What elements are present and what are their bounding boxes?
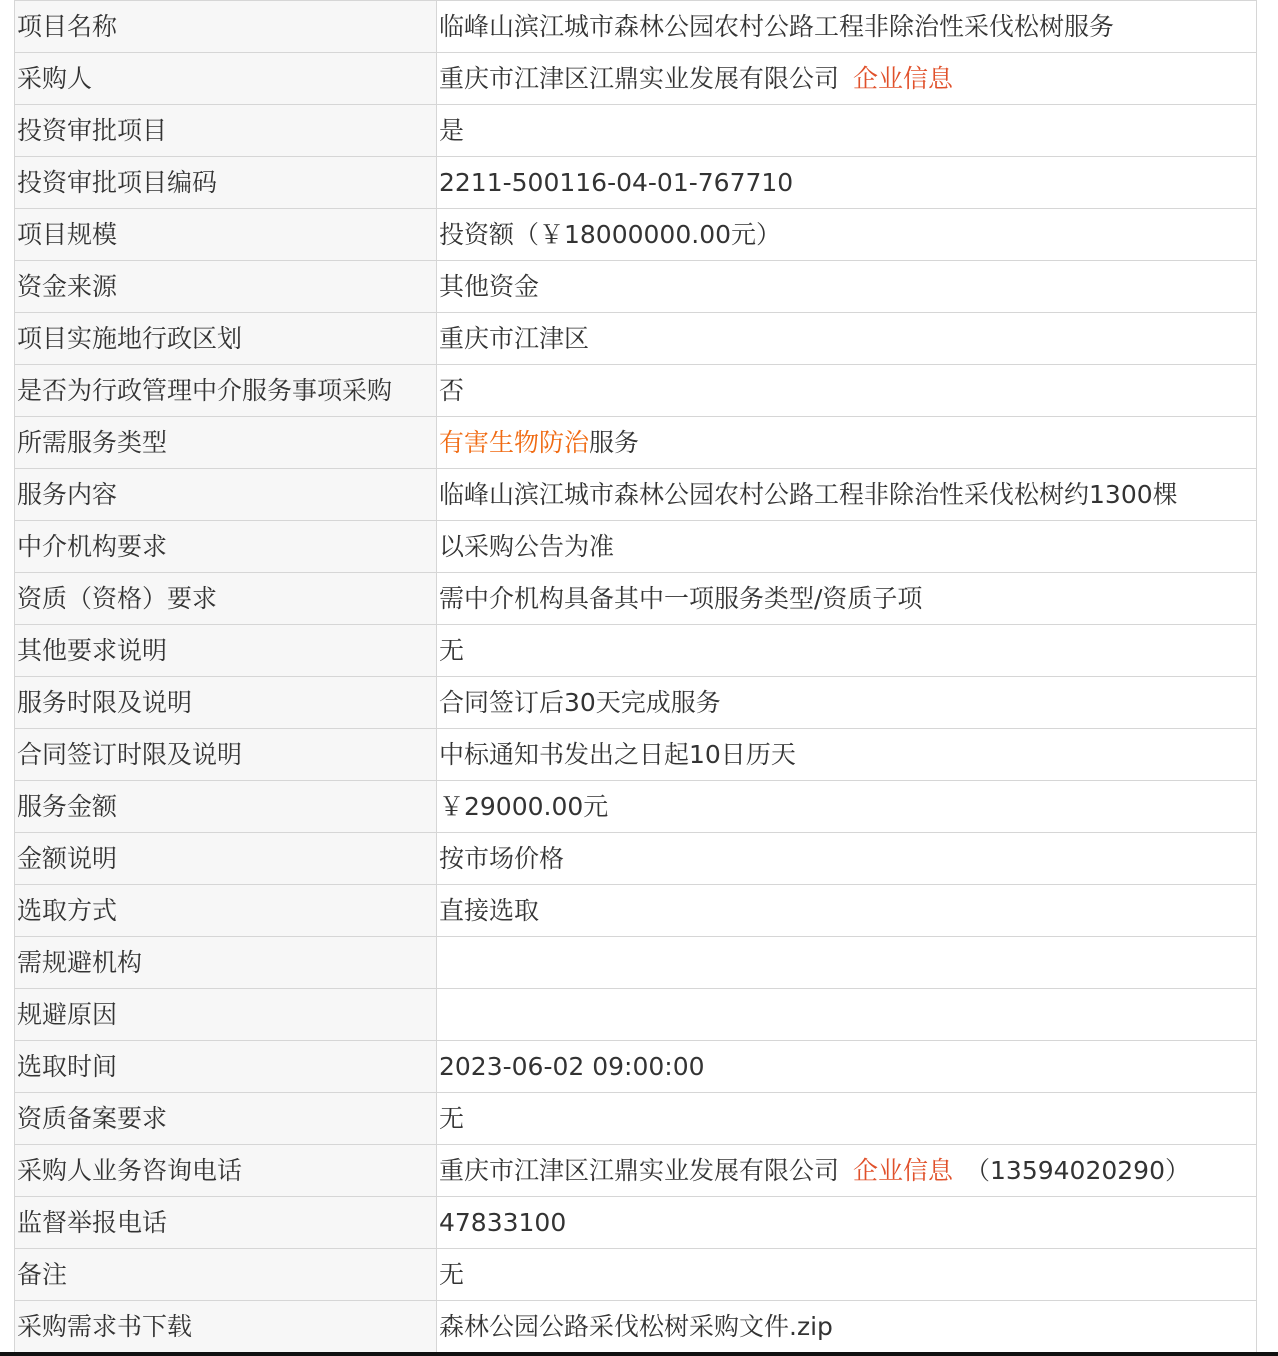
row-admin-intermediary — [15, 365, 1257, 417]
label-investment-approval: 投资审批项目 — [15, 105, 437, 157]
row-remarks — [15, 1249, 1257, 1301]
row-qualification — [15, 573, 1257, 625]
purchaser-company-info-link[interactable]: 企业信息 — [853, 64, 954, 93]
label-service-type: 所需服务类型 — [15, 417, 437, 469]
value-avoid-reason — [437, 989, 1257, 1041]
value-qualification-filing: 无 — [437, 1093, 1257, 1145]
label-project-name: 项目名称 — [15, 1, 437, 53]
row-purchaser — [15, 53, 1257, 105]
value-amount-note: 按市场价格 — [437, 833, 1257, 885]
label-admin-region: 项目实施地行政区划 — [15, 313, 437, 365]
value-service-content: 临峰山滨江城市森林公园农村公路工程非除治性采伐松树约1300棵 — [437, 469, 1257, 521]
label-other-requirements: 其他要求说明 — [15, 625, 437, 677]
consult-company-info-link[interactable]: 企业信息 — [853, 1156, 954, 1185]
value-investment-approval: 是 — [437, 105, 1257, 157]
label-avoid-agencies: 需规避机构 — [15, 937, 437, 989]
value-approval-code: 2211-500116-04-01-767710 — [437, 157, 1257, 209]
row-service-content — [15, 469, 1257, 521]
value-purchaser: 重庆市江津区江鼎实业发展有限公司 — [439, 64, 840, 93]
label-supervision-phone: 监督举报电话 — [15, 1197, 437, 1249]
label-qualification: 资质（资格）要求 — [15, 573, 437, 625]
row-amount-note — [15, 833, 1257, 885]
row-fund-source — [15, 261, 1257, 313]
label-remarks: 备注 — [15, 1249, 437, 1301]
label-consult-phone: 采购人业务咨询电话 — [15, 1145, 437, 1197]
row-agency-requirement — [15, 521, 1257, 573]
value-requirement-download-cell — [437, 1301, 1257, 1353]
value-other-requirements: 无 — [437, 625, 1257, 677]
value-service-deadline: 合同签订后30天完成服务 — [437, 677, 1257, 729]
label-admin-intermediary: 是否为行政管理中介服务事项采购 — [15, 365, 437, 417]
row-approval-code — [15, 157, 1257, 209]
value-avoid-agencies — [437, 937, 1257, 989]
value-service-type-cell — [437, 417, 1257, 469]
label-qualification-filing: 资质备案要求 — [15, 1093, 437, 1145]
row-qualification-filing — [15, 1093, 1257, 1145]
label-amount-note: 金额说明 — [15, 833, 437, 885]
row-requirement-download — [15, 1301, 1257, 1353]
label-service-content: 服务内容 — [15, 469, 437, 521]
value-consult-phone-cell — [437, 1145, 1257, 1197]
value-admin-region: 重庆市江津区 — [437, 313, 1257, 365]
requirement-file-download-link[interactable]: 森林公园公路采伐松树采购文件.zip — [439, 1312, 833, 1341]
label-service-amount: 服务金额 — [15, 781, 437, 833]
project-detail-table — [14, 0, 1257, 1353]
row-service-deadline — [15, 677, 1257, 729]
value-service-amount: ￥29000.00元 — [437, 781, 1257, 833]
label-contract-deadline: 合同签订时限及说明 — [15, 729, 437, 781]
row-consult-phone — [15, 1145, 1257, 1197]
label-project-scale: 项目规模 — [15, 209, 437, 261]
row-investment-approval — [15, 105, 1257, 157]
value-contract-deadline: 中标通知书发出之日起10日历天 — [437, 729, 1257, 781]
row-selection-method — [15, 885, 1257, 937]
row-selection-time — [15, 1041, 1257, 1093]
consult-company: 重庆市江津区江鼎实业发展有限公司 — [439, 1156, 840, 1185]
label-agency-requirement: 中介机构要求 — [15, 521, 437, 573]
bottom-edge-bar — [0, 1352, 1278, 1356]
row-project-name — [15, 1, 1257, 53]
row-project-scale — [15, 209, 1257, 261]
label-requirement-download: 采购需求书下载 — [15, 1301, 437, 1353]
value-agency-requirement: 以采购公告为准 — [437, 521, 1257, 573]
row-service-amount — [15, 781, 1257, 833]
label-selection-time: 选取时间 — [15, 1041, 437, 1093]
service-type-suffix: 服务 — [589, 428, 640, 457]
value-remarks: 无 — [437, 1249, 1257, 1301]
row-other-requirements — [15, 625, 1257, 677]
value-supervision-phone: 47833100 — [437, 1197, 1257, 1249]
value-project-scale: 投资额（￥18000000.00元） — [437, 209, 1257, 261]
label-selection-method: 选取方式 — [15, 885, 437, 937]
value-fund-source: 其他资金 — [437, 261, 1257, 313]
label-service-deadline: 服务时限及说明 — [15, 677, 437, 729]
consult-phone-number: （13594020290） — [965, 1156, 1190, 1185]
label-avoid-reason: 规避原因 — [15, 989, 437, 1041]
row-contract-deadline — [15, 729, 1257, 781]
value-project-name: 临峰山滨江城市森林公园农村公路工程非除治性采伐松树服务 — [437, 1, 1257, 53]
value-qualification: 需中介机构具备其中一项服务类型/资质子项 — [437, 573, 1257, 625]
row-service-type — [15, 417, 1257, 469]
label-fund-source: 资金来源 — [15, 261, 437, 313]
row-avoid-agencies — [15, 937, 1257, 989]
label-approval-code: 投资审批项目编码 — [15, 157, 437, 209]
row-supervision-phone — [15, 1197, 1257, 1249]
row-admin-region — [15, 313, 1257, 365]
value-purchaser-cell — [437, 53, 1257, 105]
value-admin-intermediary: 否 — [437, 365, 1257, 417]
value-selection-method: 直接选取 — [437, 885, 1257, 937]
label-purchaser: 采购人 — [15, 53, 437, 105]
row-avoid-reason — [15, 989, 1257, 1041]
service-type-link[interactable]: 有害生物防治 — [439, 428, 590, 457]
value-selection-time: 2023-06-02 09:00:00 — [437, 1041, 1257, 1093]
